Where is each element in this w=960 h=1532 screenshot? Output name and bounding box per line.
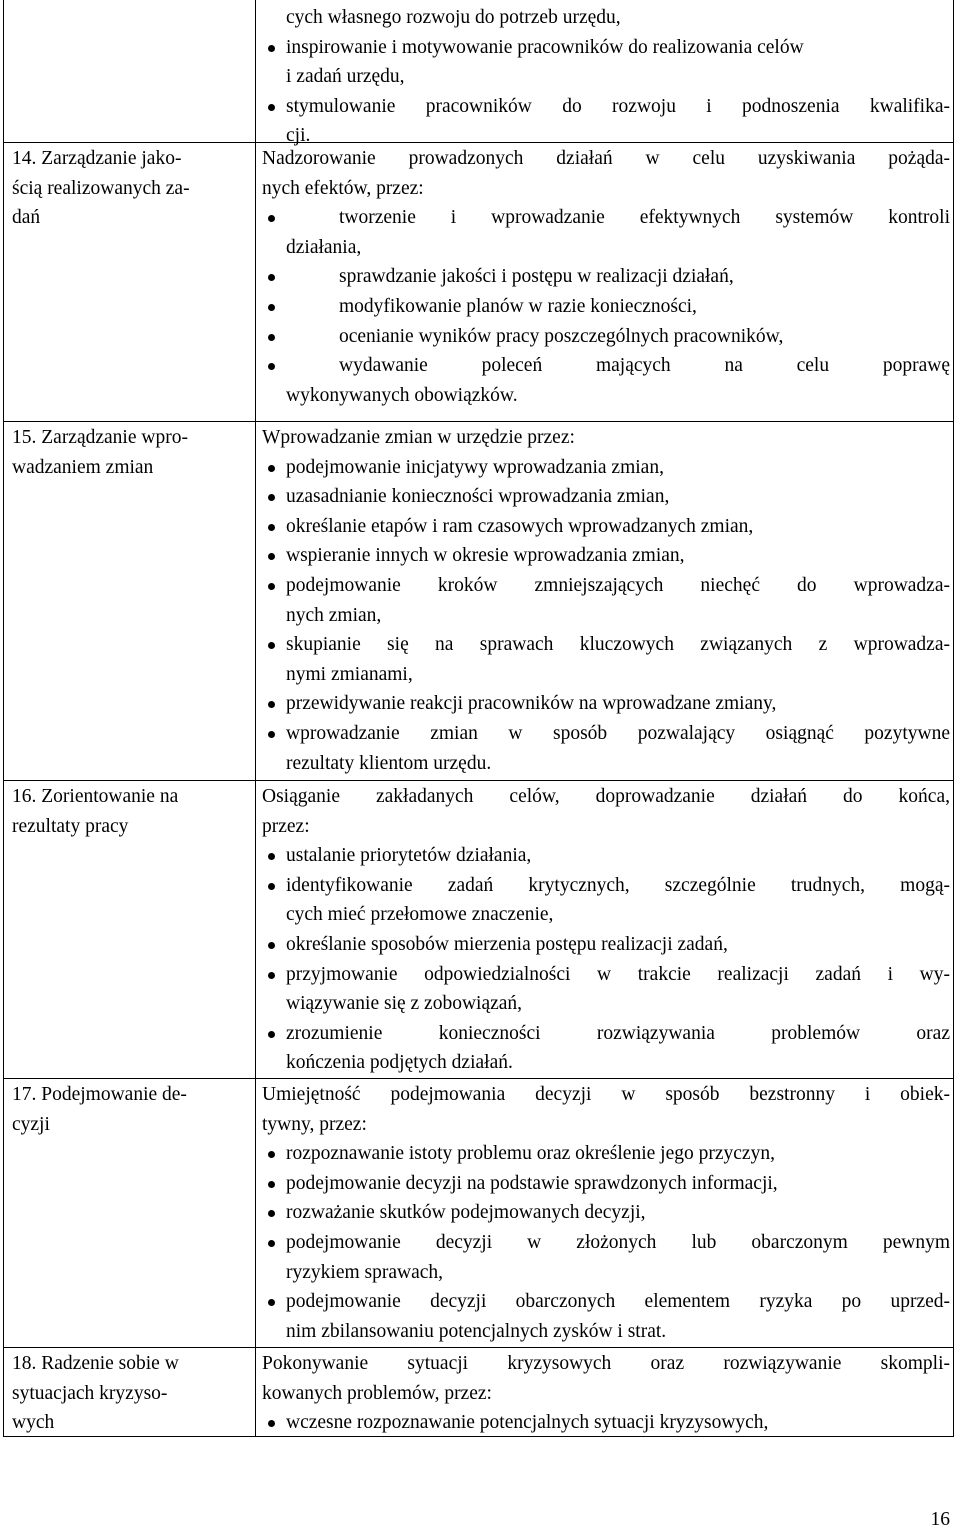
row-divider: [3, 780, 954, 781]
line-text: wydawanie poleceń mających na celu poprawę: [339, 355, 950, 377]
description-intro: [262, 1349, 950, 1379]
column-divider: [255, 0, 256, 1437]
line-text: rozważanie skutków podejmowanych decyzji,: [286, 1202, 646, 1224]
description-item: [262, 749, 950, 779]
line-text: nych efektów, przez:: [262, 177, 424, 199]
row-divider: [3, 421, 954, 422]
line-text: określanie etapów i ram czasowych wprowadzanych zmian,: [286, 515, 754, 537]
line-text: podejmowanie decyzji obarczonych elementem ryzyka po uprzed-: [286, 1291, 950, 1313]
line-text: nych zmian,: [286, 604, 382, 626]
description-item: [262, 841, 950, 871]
row-divider: [3, 1347, 954, 1348]
line-text: tywny, przez:: [262, 1113, 367, 1135]
bullet-icon: [268, 1240, 275, 1247]
competency-name: [12, 144, 248, 233]
line-text: i zadań urzędu,: [286, 66, 405, 88]
row-divider: [3, 1078, 954, 1079]
continuation-line: [262, 62, 950, 92]
competency-name-line: dań: [12, 207, 41, 229]
line-text: przyjmowanie odpowiedzialności w trakcie realizacji zadań i wy-: [286, 963, 950, 985]
description-intro: [262, 174, 950, 204]
description-intro: [262, 423, 950, 453]
bullet-icon: [268, 45, 275, 52]
description-item: [262, 351, 950, 381]
description-item: [262, 719, 950, 749]
description-item: [262, 871, 950, 901]
bullet-icon: [268, 701, 275, 708]
line-text: podejmowanie decyzji w złożonych lub obarczonym pewnym: [286, 1231, 950, 1253]
bullet-icon: [268, 553, 275, 560]
description-item: [262, 900, 950, 930]
line-text: inspirowanie i motywowanie pracowników do realizowania celów: [286, 36, 804, 58]
competency-name: [12, 782, 248, 841]
bullet-icon: [268, 1151, 275, 1158]
competency-description: [262, 1349, 950, 1438]
line-text: nymi zmianami,: [286, 663, 413, 685]
line-text: działania,: [286, 236, 362, 258]
line-text: modyfikowanie planów w razie konieczności,: [339, 295, 697, 317]
competency-description: [262, 1080, 950, 1346]
line-text: wczesne rozpoznawanie potencjalnych sytuacji kryzysowych,: [286, 1412, 769, 1434]
bullet-icon: [268, 1181, 275, 1188]
line-text: podejmowanie inicjatywy wprowadzania zmian,: [286, 456, 664, 478]
line-text: rezultaty klientom urzędu.: [286, 752, 492, 774]
bullet-icon: [268, 583, 275, 590]
description-item: [262, 1408, 950, 1438]
description-item: [262, 1048, 950, 1078]
bullet-icon: [268, 494, 275, 501]
continuation-block: [262, 3, 950, 151]
line-text: wspieranie innych w okresie wprowadzania zmian,: [286, 545, 685, 567]
description-intro: [262, 144, 950, 174]
line-text: rozpoznawanie istoty problemu oraz określenie jego przyczyn,: [286, 1143, 775, 1165]
description-item: [262, 1139, 950, 1169]
bullet-icon: [268, 104, 275, 111]
bullet-icon: [268, 274, 275, 281]
competency-description: [262, 423, 950, 778]
line-text: zrozumienie konieczności rozwiązywania problemów oraz: [286, 1022, 950, 1044]
competency-name-line: 18. Radzenie sobie w: [12, 1353, 179, 1374]
page-number: 16: [930, 1509, 950, 1530]
description-item: [262, 453, 950, 483]
description-item: [262, 262, 950, 292]
line-text: cych własnego rozwoju do potrzeb urzędu,: [286, 7, 621, 28]
line-text: Osiąganie zakładanych celów, doprowadzanie działań do końca,: [262, 786, 950, 807]
bullet-icon: [268, 731, 275, 738]
bullet-icon: [268, 363, 275, 370]
description-item: [262, 1317, 950, 1347]
line-text: stymulowanie pracowników do rozwoju i podnoszenia kwalifika-: [286, 95, 950, 117]
bullet-icon: [268, 304, 275, 311]
line-text: wprowadzanie zmian w sposób pozwalający osiągnąć pozytywne: [286, 722, 950, 744]
line-text: cych mieć przełomowe znaczenie,: [286, 904, 554, 926]
bullet-icon: [268, 465, 275, 472]
line-text: określanie sposobów mierzenia postępu realizacji zadań,: [286, 933, 728, 955]
description-item: [262, 1287, 950, 1317]
description-item: [262, 541, 950, 571]
competency-name-line: 14. Zarządzanie jako-: [12, 148, 182, 169]
description-item: [262, 1198, 950, 1228]
line-text: wykonywanych obowiązków.: [286, 384, 518, 406]
continuation-line: [262, 92, 950, 122]
description-item: [262, 1228, 950, 1258]
description-intro: [262, 812, 950, 842]
bullet-icon: [268, 853, 275, 860]
description-item: [262, 1019, 950, 1049]
line-text: ryzykiem sprawach,: [286, 1261, 444, 1283]
bullet-icon: [268, 972, 275, 979]
description-intro: [262, 1110, 950, 1140]
bullet-icon: [268, 215, 275, 222]
competency-name-line: sytuacjach kryzyso-: [12, 1382, 168, 1404]
description-intro: [262, 1379, 950, 1409]
line-text: ocenianie wyników pracy poszczególnych pracowników,: [339, 325, 784, 347]
bullet-icon: [268, 1420, 275, 1427]
competency-name-line: 17. Podejmowanie de-: [12, 1084, 187, 1105]
line-text: przez:: [262, 815, 310, 837]
competency-description: [262, 782, 950, 1078]
line-text: Umiejętność podejmowania decyzji w sposób bezstronny i obiek-: [262, 1084, 950, 1105]
line-text: kończenia podjętych działań.: [286, 1052, 513, 1074]
description-item: [262, 1258, 950, 1288]
description-item: [262, 689, 950, 719]
line-text: Wprowadzanie zmian w urzędzie przez:: [262, 427, 575, 448]
competency-description: [262, 144, 950, 410]
competency-name-line: ścią realizowanych za-: [12, 177, 190, 199]
line-text: uzasadnianie konieczności wprowadzania zmian,: [286, 486, 670, 508]
competency-name: [12, 1349, 248, 1438]
line-text: wiązywanie się z zobowiązań,: [286, 993, 523, 1015]
competency-name-line: cyzji: [12, 1113, 50, 1135]
bullet-icon: [268, 942, 275, 949]
competency-name-line: 15. Zarządzanie wpro-: [12, 427, 188, 448]
competency-name-line: wadzaniem zmian: [12, 456, 154, 478]
line-text: cji.: [286, 125, 311, 147]
continuation-line: [262, 3, 950, 33]
bullet-icon: [268, 883, 275, 890]
line-text: skupianie się na sprawach kluczowych związanych z wprowadza-: [286, 634, 950, 656]
line-text: tworzenie i wprowadzanie efektywnych systemów kontroli: [339, 207, 950, 229]
row-divider: [3, 142, 954, 143]
description-item: [262, 233, 950, 263]
line-text: nim zbilansowaniu potencjalnych zysków i strat.: [286, 1320, 667, 1342]
description-item: [262, 322, 950, 352]
description-item: [262, 960, 950, 990]
description-intro: [262, 1080, 950, 1110]
line-text: Nadzorowanie prowadzonych działań w celu uzyskiwania pożąda-: [262, 148, 950, 169]
description-item: [262, 630, 950, 660]
line-text: identyfikowanie zadań krytycznych, szczególnie trudnych, mogą-: [286, 874, 950, 896]
description-item: [262, 930, 950, 960]
competency-name: [12, 1080, 248, 1139]
description-item: [262, 660, 950, 690]
line-text: Pokonywanie sytuacji kryzysowych oraz rozwiązywanie skompli-: [262, 1353, 950, 1374]
description-item: [262, 512, 950, 542]
continuation-line: [262, 33, 950, 63]
description-intro: [262, 782, 950, 812]
description-item: [262, 1169, 950, 1199]
bullet-icon: [268, 1299, 275, 1306]
competency-name-line: 16. Zorientowanie na: [12, 786, 179, 807]
line-text: podejmowanie kroków zmniejszających niechęć do wprowadza-: [286, 574, 950, 596]
description-item: [262, 989, 950, 1019]
bullet-icon: [268, 524, 275, 531]
description-item: [262, 571, 950, 601]
bullet-icon: [268, 334, 275, 341]
line-text: ustalanie priorytetów działania,: [286, 845, 532, 867]
bullet-icon: [268, 1210, 275, 1217]
bullet-icon: [268, 642, 275, 649]
description-item: [262, 601, 950, 631]
competency-name: [12, 423, 248, 482]
line-text: przewidywanie reakcji pracowników na wprowadzane zmiany,: [286, 693, 777, 715]
description-item: [262, 381, 950, 411]
line-text: sprawdzanie jakości i postępu w realizacji działań,: [339, 266, 734, 288]
competency-name-line: wych: [12, 1412, 55, 1434]
line-text: kowanych problemów, przez:: [262, 1382, 492, 1404]
competency-name-line: rezultaty pracy: [12, 815, 129, 837]
description-item: [262, 203, 950, 233]
description-item: [262, 292, 950, 322]
line-text: podejmowanie decyzji na podstawie sprawdzonych informacji,: [286, 1172, 778, 1194]
bullet-icon: [268, 1031, 275, 1038]
description-item: [262, 482, 950, 512]
